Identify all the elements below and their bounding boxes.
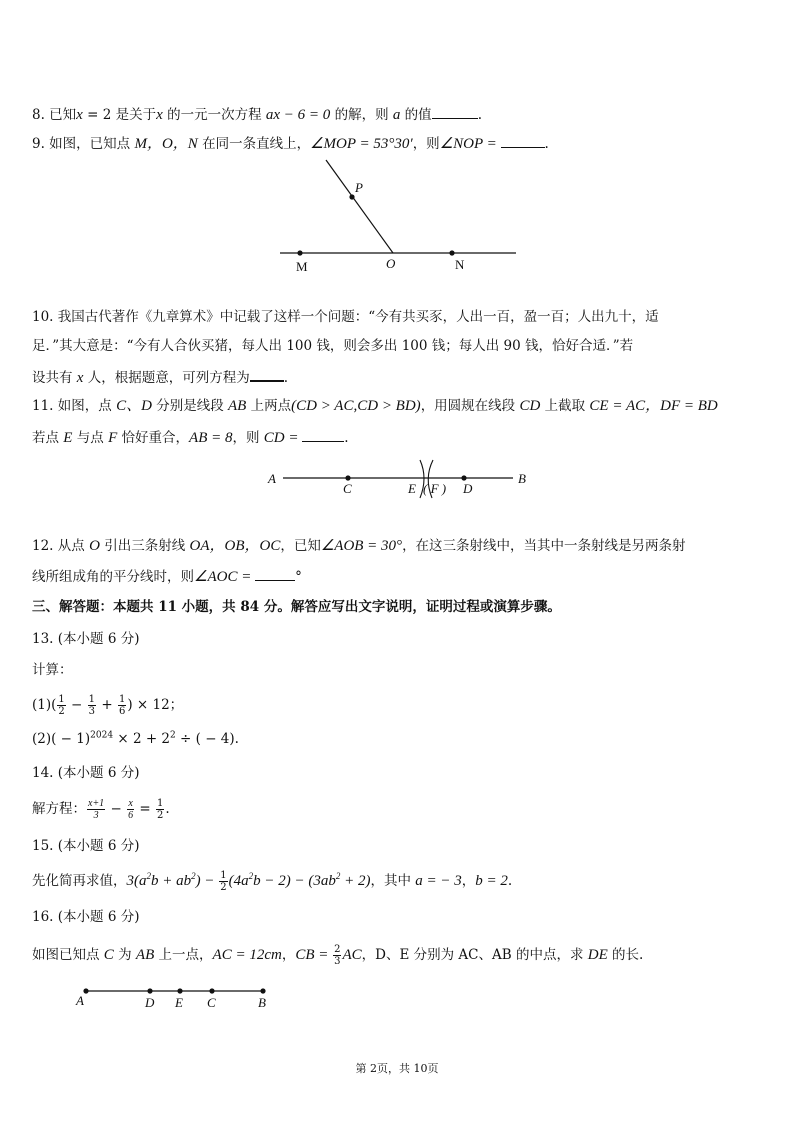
q16-equation: AC = 12cm (212, 947, 282, 963)
q9-text: 在同一条直线上， (197, 136, 311, 152)
q16-text: ，D、E 分别为 AC、AB 的中点，求 (361, 947, 588, 963)
denominator: 2 (157, 810, 164, 821)
q12-text: ，已知 (280, 538, 321, 554)
q8-equation: ax − 6 = 0 (265, 107, 331, 123)
q16-text: 为 (113, 947, 136, 963)
numerator: x+1 (88, 798, 105, 809)
q13-text: ) × 12； (127, 697, 184, 713)
q10-text: 设共有 (32, 370, 77, 386)
q11-text: 分别是线段 (151, 398, 228, 414)
q13-intro: 计算： (32, 662, 73, 678)
fig9-label-m: M (296, 259, 308, 274)
numerator: 1 (157, 798, 164, 809)
q11-text: 11. 如图，点 (32, 398, 117, 414)
q15-value: b = 2 (475, 873, 508, 889)
q11-text: 与点 (72, 430, 109, 446)
q15-text: ， (461, 873, 476, 889)
numerator: x (128, 798, 133, 809)
q16-text: 上一点， (154, 947, 213, 963)
q11-equation: AB = 8 (189, 430, 233, 446)
q8-var: x (76, 107, 83, 123)
q9-points: M，O，N (134, 136, 198, 152)
q12-text: ° (295, 569, 302, 585)
q15-text: ，其中 (370, 873, 416, 889)
denominator: 6 (128, 810, 134, 821)
numerator: 1 (220, 870, 227, 881)
q15-value: a = − 3 (415, 873, 462, 889)
fig16-point-b (260, 988, 265, 993)
exponent: 2 (248, 871, 254, 881)
expr-part: b − 2) − (3ab (253, 873, 336, 889)
q16-segment: AB (135, 947, 155, 963)
denominator: 2 (220, 882, 227, 893)
fig16-label-b: B (258, 995, 266, 1010)
q12-text: 线所组成角的平分线时，则 (32, 569, 194, 585)
q8-text: 的值 (400, 107, 432, 123)
q16-equation: AC (342, 947, 362, 963)
exponent: 2 (146, 871, 151, 881)
fig16-point-e (177, 988, 182, 993)
q10-text: 10. 我国古代著作《九章算术》中记载了这样一个问题：“今有共买豕，人出一百，盈一百；人出九十，适 (32, 309, 659, 325)
page-footer: 第 2页，共 10页 (355, 1062, 439, 1075)
q16-segment: DE (587, 947, 608, 963)
fig16-label-a: A (76, 993, 84, 1008)
fig9-label-p: P (355, 180, 363, 195)
q9-text: ，则 (412, 136, 440, 152)
q11-point: E (63, 430, 73, 446)
fig11-label-b: B (518, 471, 526, 486)
q13-text: ÷ ( − 4). (175, 731, 239, 747)
q8-text: 是关于 (115, 107, 157, 123)
q11-text: . (344, 430, 349, 446)
q11-text: 恰好重合， (117, 430, 190, 446)
operator: − (106, 801, 127, 817)
q11-segment: AB (228, 398, 247, 414)
q16-text: 的长. (607, 947, 644, 963)
q12-equation: ∠AOB = 30° (320, 538, 403, 554)
q13-text: (1)( (32, 697, 57, 713)
expr-part: ) − (195, 873, 219, 889)
denominator: 3 (334, 956, 341, 967)
numerator: 1 (118, 694, 126, 705)
exponent: 2024 (90, 730, 114, 741)
operator: = (135, 801, 155, 817)
q12-rays: OA，OB，OC (189, 538, 281, 554)
q11-text: ，用圆规在线段 (420, 398, 520, 414)
denominator: 3 (93, 810, 99, 821)
operator: − (66, 697, 87, 713)
q16-text: ， (281, 947, 296, 963)
q11-text: ，则 (232, 430, 264, 446)
q13-text: (2)( − 1) (32, 731, 91, 747)
q10-text: 人，根据题意，可列方程为 (83, 370, 250, 386)
q11-condition: (CD > AC,CD > BD) (291, 398, 421, 414)
q11-text: 上两点 (246, 398, 292, 414)
expr-part: b + ab (151, 873, 192, 889)
q12-point: O (89, 538, 100, 554)
exponent: 2 (191, 871, 196, 881)
q14-text: 解方程： (32, 801, 86, 817)
denominator: 2 (58, 706, 65, 717)
q8-text: 8. 已知 (32, 107, 77, 123)
q13-text: × 2 + 2 (113, 731, 171, 747)
exponent: 2 (170, 730, 176, 741)
q16-title: 16. (本小题 6 分) (32, 909, 140, 925)
section-3-text: 三、解答题：本题共 11 小题，共 84 分。解答应写出文字说明，证明过程或演算步骤。 (32, 599, 561, 615)
fig16-label-e: E (175, 995, 183, 1010)
exponent: 2 (335, 871, 341, 881)
q11-points: C、D (116, 398, 152, 414)
q8-var: a (392, 107, 401, 123)
q16-point: C (103, 947, 114, 963)
q16-text: 如图已知点 (32, 947, 104, 963)
fig9-label-n: N (455, 257, 465, 272)
q11-text: 若点 (32, 430, 64, 446)
q11-equation: CD = (263, 430, 303, 446)
q8-text: 的一元一次方程 (162, 107, 266, 123)
operator: + (97, 697, 117, 713)
q15-text: . (507, 873, 513, 889)
expr-part: 3(a (126, 873, 147, 889)
q9-text: . (544, 136, 549, 152)
numerator: 1 (58, 694, 65, 705)
fig16-point-c (209, 988, 214, 993)
q11-text: 上截取 (540, 398, 590, 414)
q13-title: 13. (本小题 6 分) (32, 631, 140, 647)
q9-equation: ∠MOP = 53°30′ (310, 136, 413, 152)
q11-point: F (108, 430, 118, 446)
numerator: 2 (334, 944, 341, 955)
q11-equation: CE = AC，DF = BD (589, 398, 718, 414)
fig11-label-f: ( F ) (423, 481, 447, 496)
q14-text: . (165, 801, 170, 817)
fig16-label-c: C (207, 995, 216, 1010)
fig11-label-c: C (343, 481, 352, 496)
expr-part: (4a (228, 873, 249, 889)
q10-var: x (76, 370, 84, 386)
fig11-label-d: D (463, 481, 473, 496)
q14-title: 14. (本小题 6 分) (32, 765, 140, 781)
q10-text: 足．”其大意是：“今有人合伙买猪，每人出 100 钱，则会多出 100 钱；每人出 90 钱，恰好合适．”若 (32, 338, 634, 354)
q12-text: 12. 从点 (32, 538, 90, 554)
denominator: 3 (88, 706, 96, 717)
q8-eq: = 2 (82, 107, 116, 123)
q12-text: ，在这三条射线中，当其中一条射线是另两条射 (402, 538, 686, 554)
q10-text: . (283, 370, 289, 386)
fig16-point-a (83, 988, 88, 993)
q11-segment: CD (519, 398, 541, 414)
q8-text: 的解，则 (330, 107, 393, 123)
q12-equation: ∠AOC = (194, 569, 256, 585)
q8-text: . (477, 107, 482, 123)
q16-equation: CB = (295, 947, 333, 963)
expr-part: + 2) (340, 873, 371, 889)
q9-equation: ∠NOP = (439, 136, 501, 152)
q15-text: 先化简再求值， (32, 873, 127, 889)
denominator: 6 (118, 706, 126, 717)
q8-var: x (156, 107, 163, 123)
fig11-label-e: E (408, 481, 416, 496)
q12-text: 引出三条射线 (99, 538, 190, 554)
numerator: 1 (88, 694, 96, 705)
fig16-point-d (147, 988, 152, 993)
fig16-label-d: D (145, 995, 155, 1010)
q15-title: 15. (本小题 6 分) (32, 838, 140, 854)
q9-text: 9. 如图，已知点 (32, 136, 135, 152)
fig9-label-o: O (386, 256, 396, 271)
fig11-label-a: A (268, 471, 276, 486)
